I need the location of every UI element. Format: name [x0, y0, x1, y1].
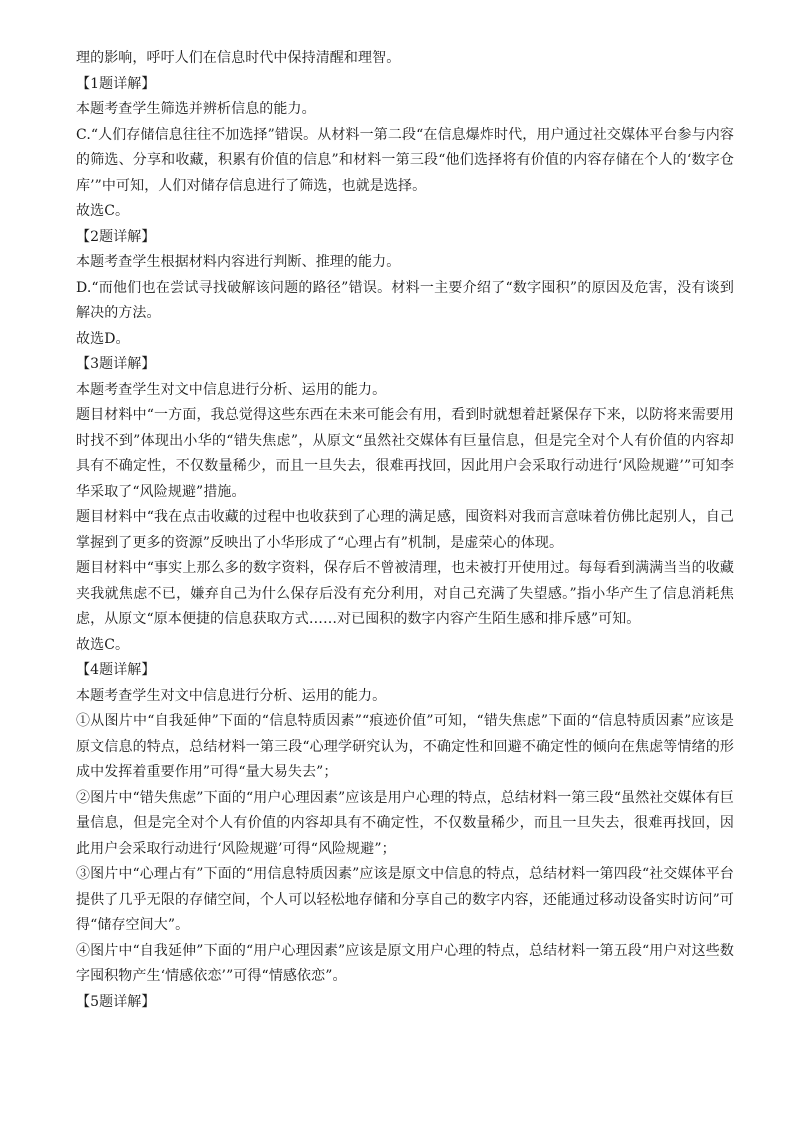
paragraph: ①从图片中“自我延伸”下面的“信息特质因素”“痕迹价值”可知，“错失焦虑”下面的“信息特质因素”应该是原文信息的特点，总结材料一第三段“心理学研究认为，不确定性和回避不确定性的倾向在焦虑等情绪的形成中发挥着重要作用”可得“量大易失去”； — [76, 713, 734, 780]
paragraph: 本题考查学生筛选并辨析信息的能力。 — [76, 101, 316, 117]
paragraph: D.“而他们也在尝试寻找破解该问题的路径”错误。材料一主要介绍了“数字囤积”的原因及危害，没有谈到解决的方法。 — [76, 279, 734, 321]
paragraph: 题目材料中“一方面，我总觉得这些东西在未来可能会有用，看到时就想着赶紧保存下来，以防将来需要用时找不到”体现出小华的“错失焦虑”，从原文“虽然社交媒体有巨量信息，但是完全对个人有价值的内容却具有不确定性，不仅数量稀少，而且一旦失去，很难再找回，因此用户会采取行动进行‘风险规避’”可知李华采取了“风险规避”措施。 — [76, 407, 734, 500]
section-heading-q3: 【3题详解】 — [76, 356, 156, 372]
paragraph: ③图片中“心理占有”下面的“用信息特质因素”应该是原文中信息的特点，总结材料一第四段“社交媒体平台提供了几乎无限的存储空间，个人可以轻松地存储和分享自己的数字内容，还能通过移动设备实时访问”可得“储存空间大”。 — [76, 866, 734, 933]
paragraph: ②图片中“错失焦虑”下面的“用户心理因素”应该是用户心理的特点，总结材料一第三段“虽然社交媒体有巨量信息，但是完全对个人有价值的内容却具有不确定性，不仅数量稀少，而且一旦失去，很难再找回，因此用户会采取行动进行‘风险规避’可得“风险规避”； — [76, 789, 734, 857]
paragraph: 题目材料中“我在点击收藏的过程中也收获到了心理的满足感，囤资料对我而言意味着仿佛比起别人，自己掌握到了更多的资源”反映出了小华形成了“心理占有”机制，是虚荣心的体现。 — [76, 509, 734, 551]
paragraph: 题目材料中“事实上那么多的数字资料，保存后不曾被清理，也未被打开使用过。每每看到满满当当的收藏夹我就焦虑不已，嫌弃自己为什么保存后没有充分利用，对自己充满了失望感。”指小华产生了信息消耗焦虑，从原文“原本便捷的信息获取方式……对已囤积的数字内容产生陌生感和排斥感”可知。 — [76, 560, 734, 627]
paragraph: C.“人们存储信息往往不加选择”错误。从材料一第二段“在信息爆炸时代，用户通过社交媒体平台参与内容的筛选、分享和收藏，积累有价值的信息”和材料一第三段“他们选择将有价值的内容存储在个人的‘数字仓库’”中可知，人们对储存信息进行了筛选，也就是选择。 — [76, 126, 734, 194]
section-heading-q5: 【5题详解】 — [76, 993, 156, 1010]
paragraph: 理的影响，呼吁人们在信息时代中保持清醒和理智。 — [76, 50, 401, 66]
paragraph: 本题考查学生对文中信息进行分析、运用的能力。 — [76, 687, 387, 704]
paragraph: 本题考查学生对文中信息进行分析、运用的能力。 — [76, 381, 387, 398]
paragraph: 本题考查学生根据材料内容进行判断、推理的能力。 — [76, 254, 401, 270]
section-heading-q1: 【1题详解】 — [76, 75, 156, 92]
paragraph: ④图片中“自我延伸”下面的“用户心理因素”应该是原文用户心理的特点，总结材料一第五段“用户对这些数字囤积物产生‘情感依恋’”可得“情感依恋”。 — [76, 942, 734, 984]
section-heading-q2: 【2题详解】 — [76, 228, 156, 245]
section-heading-q4: 【4题详解】 — [76, 662, 156, 678]
answer-line: 故选C。 — [76, 636, 130, 653]
answer-line: 故选D。 — [76, 330, 130, 347]
answer-line: 故选C。 — [76, 203, 130, 219]
document-page — [76, 46, 734, 1015]
